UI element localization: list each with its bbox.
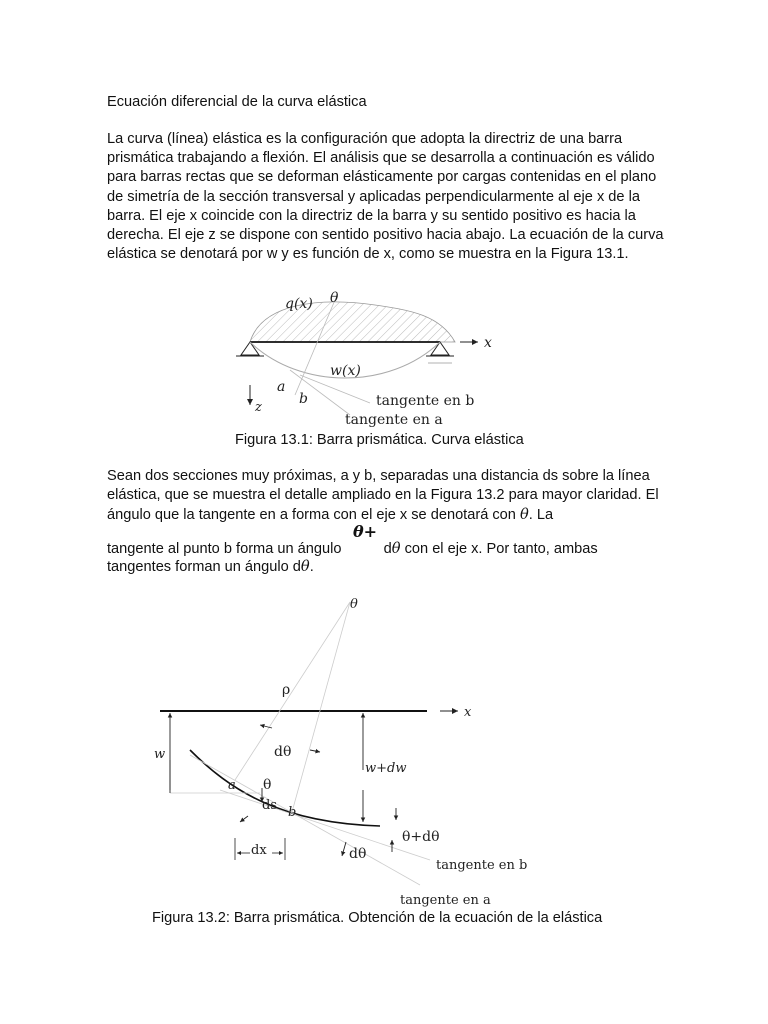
radius-line-a (235, 602, 350, 780)
figure-2-caption: Figura 13.2: Barra prismática. Obtención de la ecuación de la elástica (152, 910, 603, 926)
explanation-text-7: . (309, 559, 314, 575)
dtheta-mid-label: dθ (274, 744, 292, 760)
dtheta-low-arrow (342, 842, 346, 856)
explanation-paragraph-line1 (107, 467, 667, 526)
explanation-paragraph-line2 (107, 540, 598, 558)
tangent-a-label: tangente en a (345, 412, 443, 428)
point-a-label: a (228, 778, 236, 793)
point-a-label: a (277, 379, 286, 395)
figure-13-1 (0, 285, 768, 435)
x-axis-label: x (484, 335, 492, 351)
section-heading: Ecuación diferencial de la curva elástica (107, 94, 367, 110)
deflection-label: w(x) (330, 363, 361, 379)
figure-13-2 (0, 590, 768, 910)
point-b-label: b (288, 805, 297, 820)
z-axis-label: z (255, 400, 262, 415)
theta-symbol-2: θ (391, 540, 401, 557)
distributed-load-area (250, 302, 455, 342)
theta-plus-dtheta-label: θ+dθ (402, 829, 440, 845)
dtheta-low-label: dθ (349, 846, 367, 862)
explanation-paragraph-line3 (107, 558, 314, 576)
dx-label: dx (251, 843, 267, 858)
dtheta-mid-arrow-2 (310, 750, 320, 752)
load-label: q(x) (285, 296, 313, 312)
theta-top-label: θ (350, 597, 358, 612)
theta-label: θ (330, 290, 339, 306)
radius-line-b (292, 602, 350, 812)
explanation-text-1: Sean dos secciones muy próximas, a y b, separadas una distancia ds sobre la línea elástica, que se muestra el detalle ampliado en la Figura 13.2 para mayor claridad. El ángulo que la tangente en a forma con el eje x se denotará con (107, 468, 659, 524)
ds-label: ds (262, 798, 277, 813)
figure-1-caption: Figura 13.1: Barra prismática. Curva elástica (235, 432, 524, 448)
theta-symbol-3: θ (300, 558, 310, 575)
x-axis-label: x (464, 705, 472, 720)
tangent-b-label: tangente en b (436, 858, 528, 873)
theta-symbol: θ (519, 506, 529, 524)
right-support-icon (426, 342, 454, 363)
tangent-line-b (300, 375, 370, 403)
deflected-curve (190, 750, 380, 826)
explanation-text-2: . La (528, 507, 554, 524)
intro-paragraph: La curva (línea) elástica es la configuración que adopta la directriz de una barra prismática trabajando a flexión. El análisis que se desarrolla a continuación es válido para barras rectas que se deforman elásticamente por cargas contenidas en el plano de simetría de la sección transversal y aplicadas perpendicularmente al eje x de la barra. El eje x coincide con la directriz de la barra y su sentido positivo es hacia la derecha. El eje z se dispone con sentido positivo hacia abajo. La ecuación de la curva elástica se denotará por w y es función de x, como se muestra en la Figura 13.1. (107, 131, 664, 263)
rho-label: ρ (282, 682, 291, 698)
tangent-b-label: tangente en b (376, 393, 475, 409)
w-plus-dw-label: w+dw (365, 761, 407, 776)
explanation-text-3: tangente al punto b forma un ángulo (107, 541, 342, 557)
explanation-text-4: d (383, 541, 392, 557)
ds-arrow (240, 816, 248, 822)
left-support-icon (236, 342, 264, 356)
point-b-label: b (299, 391, 308, 407)
w-label: w (154, 747, 166, 762)
theta-plus-symbol: θ+ (353, 522, 378, 541)
tangent-a-label: tangente en a (400, 893, 491, 908)
theta-a-label: θ (263, 777, 272, 793)
explanation-text-5: con el eje x. Por tanto, ambas (404, 541, 598, 557)
explanation-text-6: tangentes forman un ángulo d (107, 559, 301, 575)
